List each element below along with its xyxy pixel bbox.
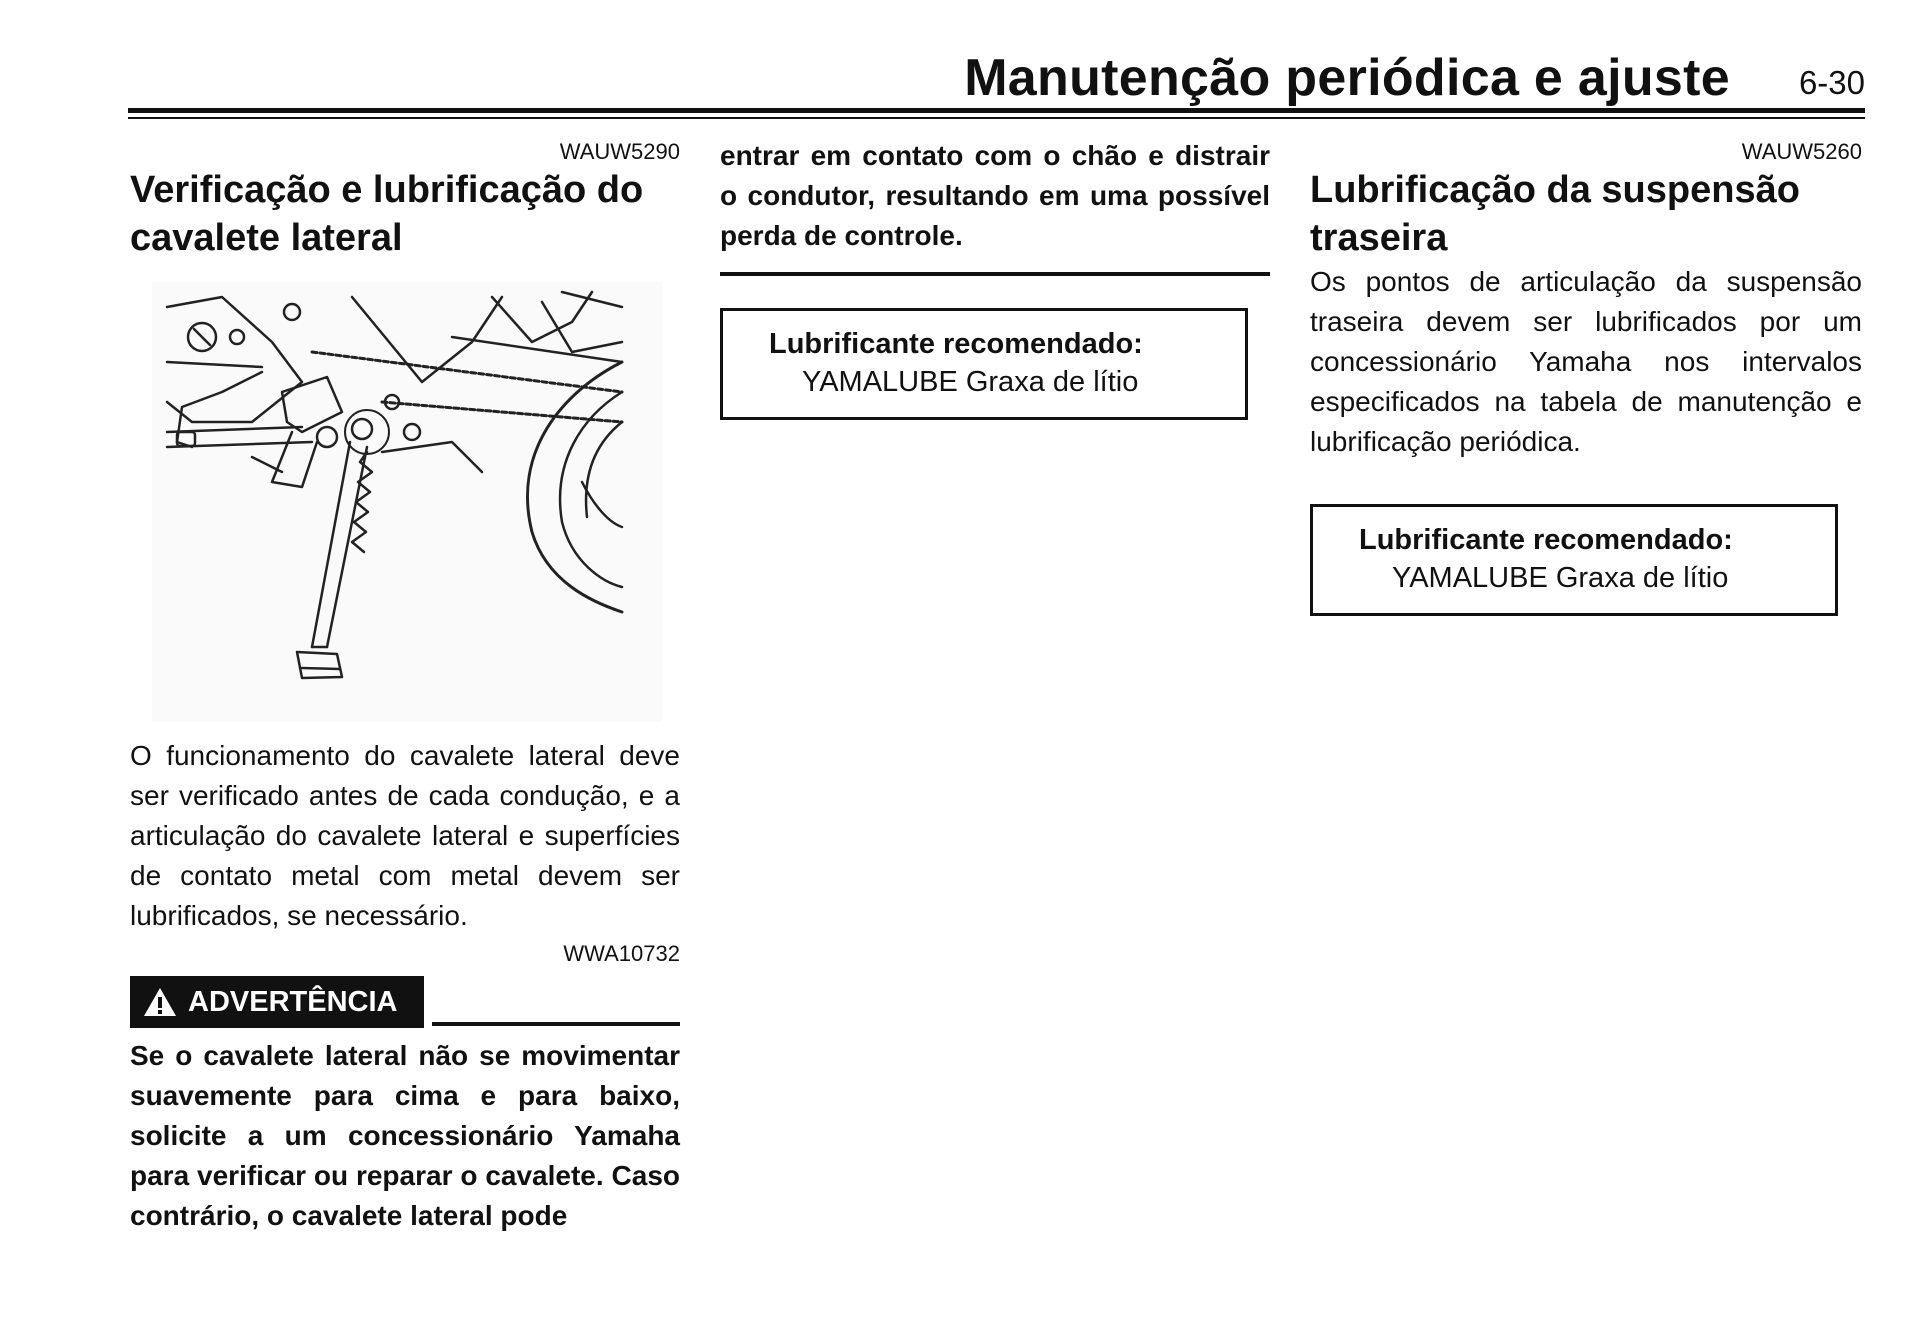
rear-suspension-description: Os pontos de articulação da suspensão traseira devem ser lubrificados por um concessionário Yamaha nos intervalos especificados na tabela de manutenção e lubrificação periódica. (1310, 266, 1862, 457)
section-code: WAUW5290 (559, 139, 680, 164)
lubricant-value: YAMALUBE Graxa de lítio (802, 366, 1139, 398)
warning-triangle-icon (142, 986, 178, 1018)
warning-badge (130, 976, 424, 1028)
warning-text: Se o cavalete lateral não se movimentar suavemente para cima e para baixo, solicite a um concessionário Yamaha para verificar ou reparar o cavalete. Caso contrário, o cavalete lateral pode (130, 1040, 680, 1231)
section-code: WAUW5260 (1741, 139, 1862, 164)
section-title-sidestand: Verificação e lubrificação do cavalete lateral (130, 169, 644, 259)
lubricant-value: YAMALUBE Graxa de lítio (1392, 562, 1729, 594)
sidestand-drawing (152, 282, 662, 722)
header-rule-thin (128, 117, 1865, 119)
right-column (1310, 138, 1862, 616)
warning-text-continued: entrar em contato com o chão e distrair o condutor, resultando em uma possível perda de controle. (720, 140, 1270, 251)
header-rule (128, 108, 1865, 113)
section-title-rear-suspension: Lubrificação da suspensão traseira (1310, 169, 1800, 259)
sidestand-illustration (152, 282, 662, 722)
lubricant-title: Lubrificante recomendado: (1359, 524, 1733, 556)
page-number: 6-30 (1798, 64, 1865, 101)
warning-end-rule (720, 272, 1270, 276)
left-column (130, 138, 680, 1236)
warning-divider (432, 1022, 680, 1026)
warning-header (130, 976, 680, 1032)
warning-code: WWA10732 (563, 941, 680, 966)
lubricant-box-sidestand (720, 308, 1248, 420)
sidestand-description: O funcionamento do cavalete lateral deve ser verificado antes de cada condução, e a articulação do cavalete lateral e superfícies de contato metal com metal devem ser lubrificados, se necessário. (130, 740, 680, 931)
lubricant-title: Lubrificante recomendado: (769, 328, 1143, 360)
warning-label: ADVERTÊNCIA (188, 985, 398, 1018)
page-title: Manutenção periódica e ajuste (964, 49, 1730, 107)
middle-column (720, 138, 1270, 420)
lubricant-box-suspension (1310, 504, 1838, 616)
